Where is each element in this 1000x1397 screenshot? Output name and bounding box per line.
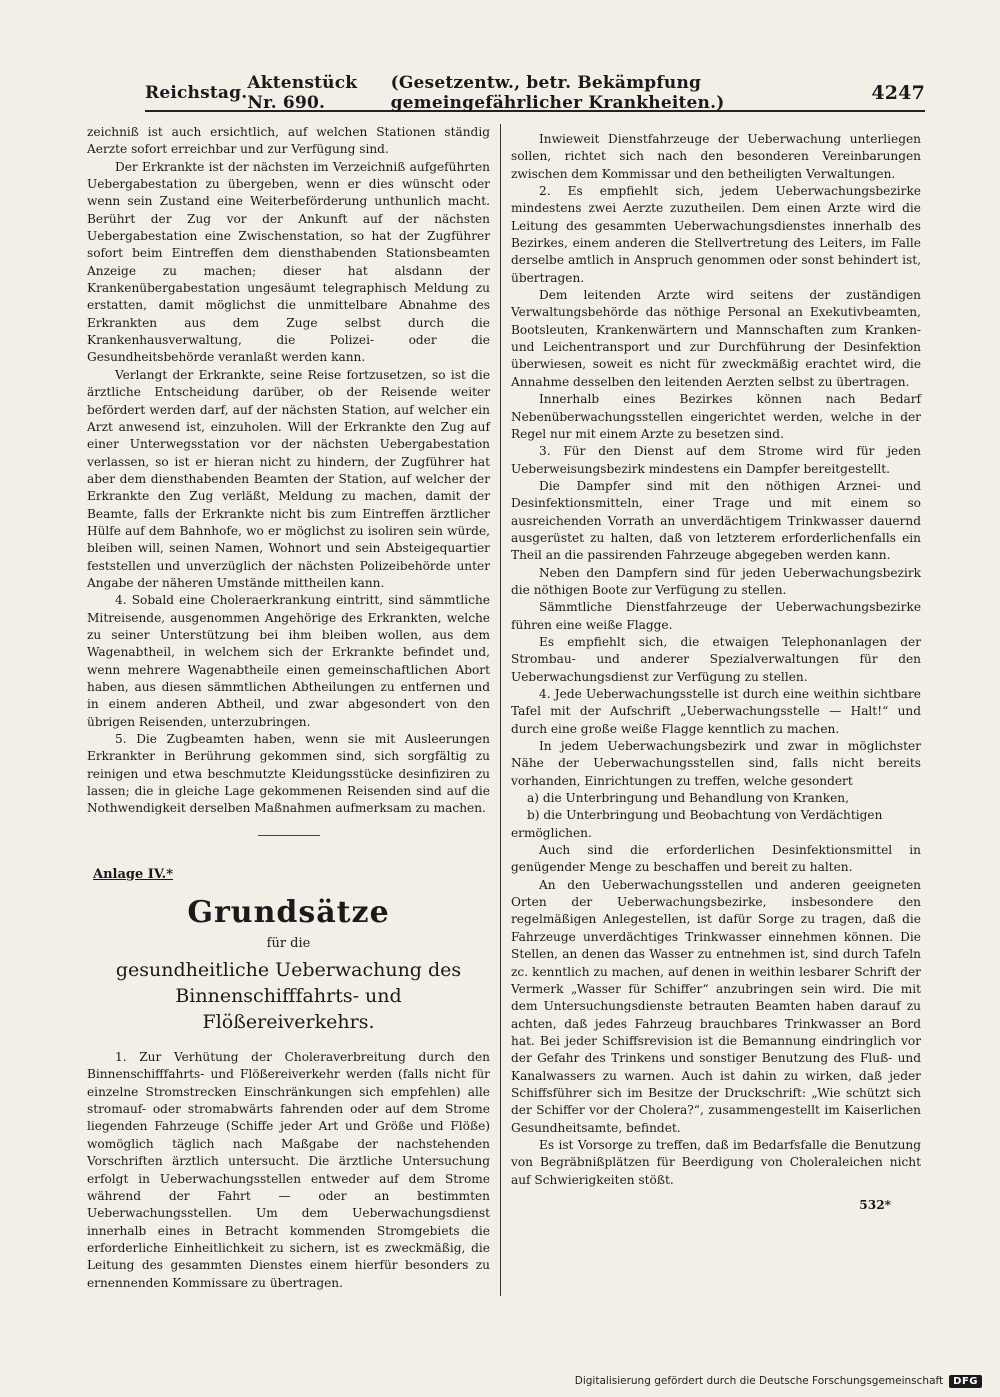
paragraph: Es empfiehlt sich, die etwaigen Telephonanlagen der Strombau- und anderer Spezialverwaltungen für den Ueberwachungsdienst zur Verfügung zu stellen. [511, 634, 921, 684]
paragraph: 5. Die Zugbeamten haben, wenn sie mit Ausleerungen Erkrankter in Berührung gekommen sind, sich sorgfältig zu reinigen und etwa beschmutzte Kleidungsstücke desinfiziren zu lassen; die in gleiche Lage gekommenen Reisenden sind auf die Nothwendigkeit derselben Maßnahmen aufmerksam zu machen. [87, 732, 490, 816]
left-column [87, 124, 490, 1292]
dfg-logo: DFG [949, 1375, 982, 1388]
paragraph: zeichniß ist auch ersichtlich, auf welchen Stationen ständig Aerzte sofort erreichbar und zur Verfügung sind. [87, 125, 490, 157]
paragraph: 4. Sobald eine Choleraerkrankung eintritt, sind sämmtliche Mitreisende, ausgenommen Angehörige des Erkrankten, welche zu seiner Unterstützung bei ihm bleiben wollen, aus dem Wagenabtheil, in welchem sich der Erkrankte befindet und, wenn mehrere Wagenabtheile einen gemeinschaftlichen Abort haben, aus diesen sämmtlichen Abtheilungen zu entfernen und in einem anderen Abtheil, und zwar abgesondert von den übrigen Reisenden, unterzubringen. [87, 593, 490, 729]
paragraph: Neben den Dampfern sind für jeden Ueberwachungsbezirk die nöthigen Boote zur Verfügung zu stellen. [511, 565, 921, 597]
section-subtitle: gesundheitliche Ueberwachung des Binnenschifffahrts- und Flößereiverkehrs. [115, 959, 462, 1034]
section-separator [258, 835, 320, 836]
paragraph: Innerhalb eines Bezirkes können nach Bedarf Nebenüberwachungsstellen eingerichtet werden, welche in der Regel nur mit einem Arzte zu besetzen sind. [511, 392, 921, 441]
paragraph: 2. Es empfiehlt sich, jedem Ueberwachungsbezirke mindestens zwei Aerzte zuzutheilen. Dem einen Arzte wird die Leitung des gesammten Ueberwachungsdienstes innerhalb des Bezirkes, einem anderen die Stellvertretung des Leiters, im Falle derselbe amtlich in Anspruch genommen oder sonst behindert ist, übertragen. [511, 184, 921, 285]
list-item: b) die Unterbringung und Beobachtung von Verdächtigen [527, 808, 883, 823]
paragraph: Dem leitenden Arzte wird seitens der zuständigen Verwaltungsbehörde das nöthige Personal an Exekutivbeamten, Bootsleuten, Krankenwärtern und Mannschaften zum Kranken- und Leichentransport und zur Durchführung der Desinfektion überwiesen, soweit es nicht für zweckmäßig erachtet wird, die Annahme desselben den leitenden Aerzten selbst zu übertragen. [511, 288, 921, 389]
list-item: a) die Unterbringung und Behandlung von Kranken, [527, 791, 849, 806]
paragraph: Die Dampfer sind mit den nöthigen Arznei- und Desinfektionsmitteln, einer Trage und mit einem so ausreichenden Vorrath an unverdächtigem Trinkwasser dauernd ausgerüstet zu halten, daß von letzterem erforderlichenfalls ein Theil an die passirenden Fahrzeuge abgegeben werden kann. [511, 478, 921, 563]
paragraph: 3. Für den Dienst auf dem Strome wird für jeden Ueberweisungsbezirk mindestens ein Dampfer bereitgestellt. [511, 444, 921, 476]
paragraph: Sämmtliche Dienstfahrzeuge der Ueberwachungsbezirke führen eine weiße Flagge. [511, 600, 921, 632]
header-subject: (Gesetzentw., betr. Bekämpfung gemeingefährlicher Krankheiten.) [390, 73, 725, 113]
running-header [145, 73, 925, 113]
paragraph: Es ist Vorsorge zu treffen, daß im Bedarfsfalle die Benutzung von Begräbnißplätzen für Beerdigung von Choleraleichen nicht auf Schwierigkeiten stößt. [511, 1137, 921, 1187]
paragraph: 4. Jede Ueberwachungsstelle ist durch eine weithin sichtbare Tafel mit der Aufschrift „Ueberwachungsstelle — Halt!“ und durch eine große weiße Flagge kenntlich zu machen. [511, 687, 921, 736]
right-column [511, 131, 921, 1214]
paragraph: Inwieweit Dienstfahrzeuge der Ueberwachung unterliegen sollen, richtet sich nach den besonderen Vereinbarungen zwischen dem Kommissar und den betheiligten Verwaltungen. [511, 132, 921, 181]
section-title: Grundsätze [187, 895, 390, 931]
title-connector: für die [266, 936, 311, 952]
paragraph: ermöglichen. [511, 825, 592, 840]
annex-label: Anlage IV.* [93, 866, 174, 882]
paragraph: An den Ueberwachungsstellen und anderen geeigneten Orten der Ueberwachungsbezirke, insbesondere den regelmäßigen Anlegestellen, ist dafür Sorge zu tragen, daß die Fahrzeuge unverdächtiges Trinkwasser einnehmen können. Die Stellen, an denen das Wasser zu entnehmen ist, sind durch Tafeln zc. kenntlich zu machen, auf denen in weithin lesbarer Schrift der Vermerk „Wasser für Schiffer“ anzubringen sein wird. Die mit dem Untersuchungsdienste betrauten Beamten haben darauf zu achten, daß jedes Fahrzeug brauchbares Trinkwasser an Bord hat. Bei jeder Schiffsrevision ist die Bemannung eindringlich vor der Gefahr des Trinkens und sonstiger Benutzung des Fluß- und Kanalwassers zu warnen. Auch ist dahin zu wirken, daß jeder Schiffsführer sich im Besitze der Druckschrift: „Wie schützt sich der Schiffer vor der Cholera?“, zusammengestellt im Kaiserlichen Gesundheitsamte, befindet. [511, 877, 921, 1135]
paragraph: Der Erkrankte ist der nächsten im Verzeichniß aufgeführten Uebergabestation zu übergeben, wenn er dies wünscht oder wenn sein Zustand eine Weiterbeförderung unthunlich macht. Berührt der Zug vor der Ankunft auf der nächsten Uebergabestation eine Zwischenstation, so hat der Zugführer sofort beim Eintreffen dem diensthabenden Stationsbeamten Anzeige zu machen; dieser hat alsdann der Krankenübergabestation ungesäumt telegraphisch Meldung zu erstatten, damit möglichst die unmittelbare Abnahme des Erkrankten aus dem Zuge selbst durch die Krankenhausverwaltung, die Polizei- oder die Gesundheitsbehörde veranlaßt werden kann. [87, 159, 490, 365]
page-number: 4247 [871, 82, 925, 104]
paragraph: Auch sind die erforderlichen Desinfektionsmittel in genügender Menge zu beschaffen und bereit zu halten. [511, 843, 921, 875]
paragraph: 1. Zur Verhütung der Choleraverbreitung durch den Binnenschifffahrts- und Flößereiverkehr werden (falls nicht für einzelne Stromstrecken Einschränkungen sich empfehlen) alle stromauf- oder stromabwärts fahrenden oder auf dem Strome liegenden Fahrzeuge (Schiffe jeder Art und Größe und Flöße) womöglich täglich nach Maßgabe der nachstehenden Vorschriften ärztlich untersucht. Die ärztliche Untersuchung erfolgt in Ueberwachungsstellen entweder auf dem Strome während der Fahrt — oder an bestimmten Ueberwachungsstellen. Um dem Ueberwachungsdienst innerhalb eines in Betracht kommenden Stromgebiets die erforderliche Einheitlichkeit zu sichern, ist es zweckmäßig, die Leitung des gesammten Dienstes einem hierfür besonders zu ernennenden Kommissare zu übertragen. [87, 1050, 490, 1290]
paragraph: In jedem Ueberwachungsbezirk und zwar in möglichster Nähe der Ueberwachungsstellen sind, falls nicht bereits vorhanden, Einrichtungen zu treffen, welche gesondert [511, 739, 921, 788]
digitization-footer [575, 1372, 982, 1390]
column-divider [500, 124, 501, 1296]
header-doc-number: Aktenstück Nr. 690. [247, 73, 358, 113]
signature-mark: 532* [859, 1197, 891, 1212]
paragraph: Verlangt der Erkrankte, seine Reise fortzusetzen, so ist die ärztliche Entscheidung darüber, ob der Reisende weiter befördert werden darf, auf der nächsten Station, auf welcher ein Arzt anwesend ist, einzuholen. Will der Erkrankte den Zug auf einer Unterwegsstation vor der nächsten Uebergabestation verlassen, so ist er hieran nicht zu hindern, der Zugführer hat aber dem diensthabenden Beamten der Station, auf welcher der Erkrankte den Zug verläßt, Meldung zu machen, damit der Beamte, falls der Erkrankte nicht bis zum Eintreffen ärztlicher Hülfe auf dem Bahnhofe, wo er möglichst zu isoliren sein würde, bleiben will, seinen Namen, Wohnort und sein Absteigequartier feststellen und unverzüglich der nächsten Polizeibehörde unter Angabe der näheren Umstände mittheilen kann. [87, 367, 490, 590]
footer-text: Digitalisierung gefördert durch die Deutsche Forschungsgemeinschaft [574, 1375, 944, 1387]
header-reichstag: Reichstag. [145, 83, 248, 103]
